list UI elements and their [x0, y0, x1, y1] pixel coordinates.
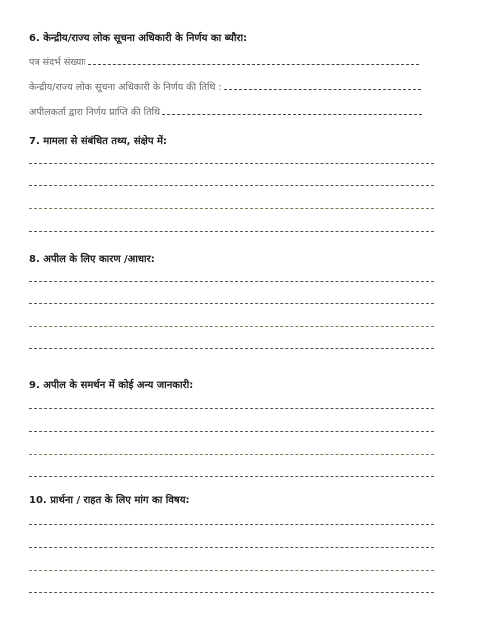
section-9-answer-line[interactable]: [29, 476, 434, 477]
section-7-heading: 7. मामला से संबंधित तथ्य, संक्षेप में:: [29, 136, 167, 147]
section-7-answer-line[interactable]: [29, 163, 434, 164]
section-10-heading: 10. प्रार्थना / राहत के लिए मांग का विषय:: [29, 495, 190, 506]
section-8-heading: 8. अपील के लिए कारण /आधार:: [29, 254, 155, 265]
section-10-answer-line[interactable]: [29, 592, 434, 593]
letter-reference-number-field[interactable]: [29, 56, 419, 68]
letter-reference-number-label: पत्र संदर्भ संख्याः: [29, 57, 86, 68]
section-7-answer-line[interactable]: [29, 231, 434, 232]
pio-decision-date-label: केन्द्रीय/राज्य लोक सूचना अधिकारी के निर्णय की तिथि :: [29, 82, 222, 93]
section-9-answer-line[interactable]: [29, 454, 434, 455]
decision-receipt-date-label: अपीलकर्ता द्वारा निर्णय प्राप्ति की तिथि: [29, 107, 161, 118]
section-10-answer-line[interactable]: [29, 547, 434, 548]
letter-reference-number-blank[interactable]: [88, 64, 419, 65]
section-6-heading: 6. केन्द्रीय/राज्य लोक सूचना अधिकारी के निर्णय का ब्यौरा:: [29, 33, 248, 44]
section-9-heading: 9. अपील के समर्थन में कोई अन्य जानकारी:: [29, 380, 194, 391]
section-10-answer-line[interactable]: [29, 524, 434, 525]
section-8-answer-line[interactable]: [29, 348, 434, 349]
section-8-answer-line[interactable]: [29, 281, 434, 282]
section-8-answer-line[interactable]: [29, 326, 434, 327]
section-7-answer-line[interactable]: [29, 185, 434, 186]
section-9-answer-line[interactable]: [29, 431, 434, 432]
pio-decision-date-blank[interactable]: [224, 89, 421, 90]
section-7-answer-line[interactable]: [29, 208, 434, 209]
section-9-answer-line[interactable]: [29, 408, 434, 409]
section-8-answer-line[interactable]: [29, 303, 434, 304]
pio-decision-date-field[interactable]: [29, 81, 421, 93]
section-10-answer-line[interactable]: [29, 570, 434, 571]
decision-receipt-date-field[interactable]: [29, 106, 422, 118]
decision-receipt-date-blank[interactable]: [162, 114, 422, 115]
